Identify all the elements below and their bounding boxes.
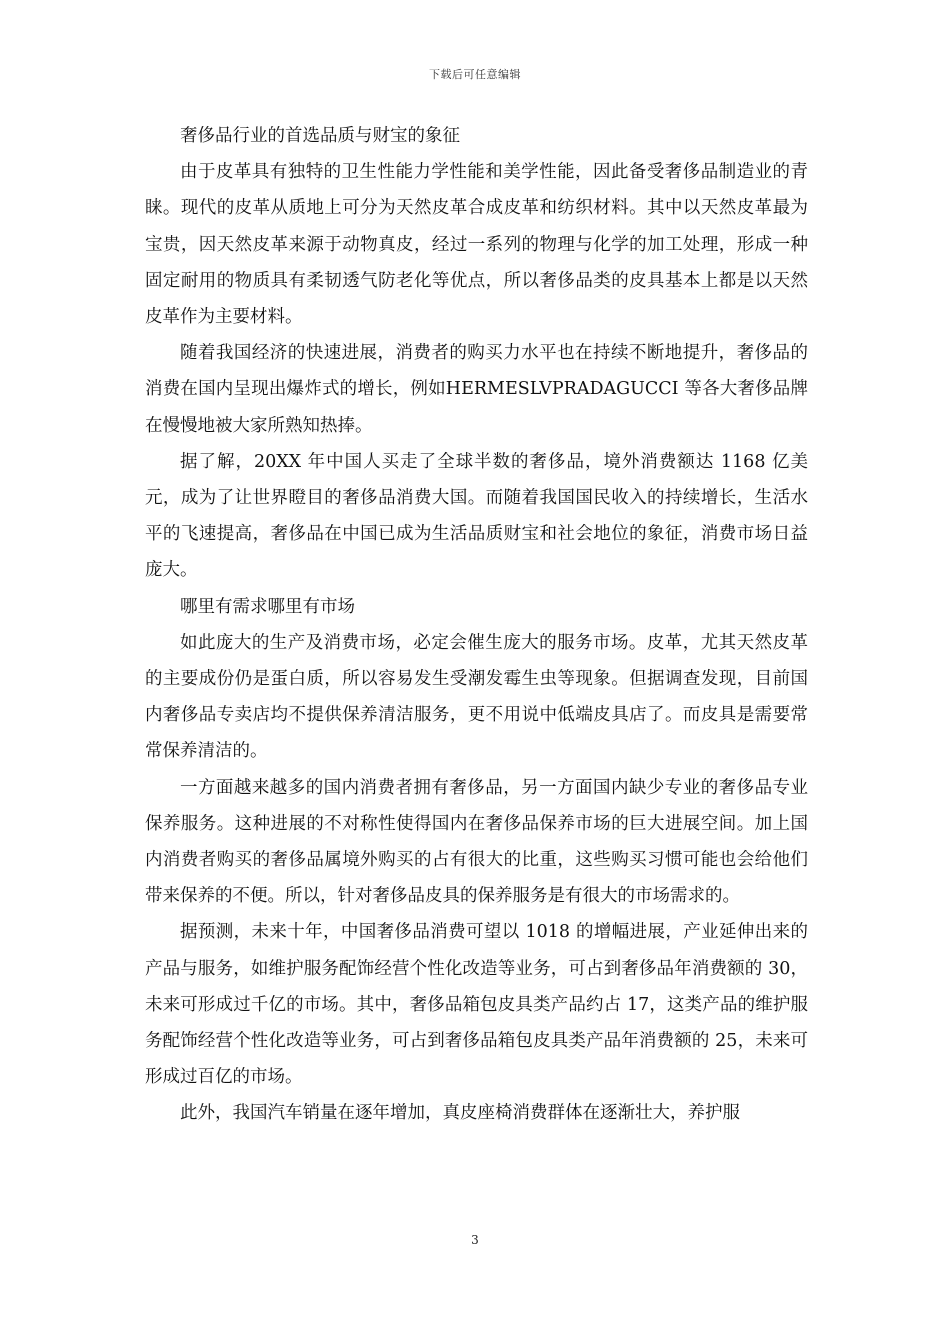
paragraph-leather-properties: 由于皮革具有独特的卫生性能力学性能和美学性能，因此备受奢侈品制造业的青睐。现代的皮革从质地上可分为天然皮革合成皮革和纺织材料。其中以天然皮革最为宝贵，因天然皮革来源于动物真皮，经过一系列的物理与化学的加工处理，形成一种固定耐用的物质具有柔韧透气防老化等优点，所以奢侈品类的皮具基本上都是以天然皮革作为主要材料。 [145,162,808,328]
page-number: 3 [471,1233,479,1247]
document-body [145,118,808,1132]
paragraph-consumption-growth: 随着我国经济的快速进展，消费者的购买力水平也在持续不断地提升，奢侈品的消费在国内呈现出爆炸式的增长，例如HERMESLVPRADAGUCCI 等各大奢侈品牌在慢慢地被大家所熟知热捧。 [145,343,808,436]
page-header: 下载后可任意编辑 [429,68,521,81]
section-heading-demand-market: 哪里有需求哪里有市场 [180,596,355,617]
section-heading-luxury-quality: 奢侈品行业的首选品质与财宝的象征 [180,126,460,146]
paragraph-service-market: 如此庞大的生产及消费市场，必定会催生庞大的服务市场。皮革，尤其天然皮革的主要成份仍是蛋白质，所以容易发生受潮发霉生虫等现象。但据调查发现，目前国内奢侈品专卖店均不提供保养清洁服务，更不用说中低端皮具店了。而皮具是需要常常保养清洁的。 [145,632,808,762]
paragraph-car-seats: 此外，我国汽车销量在逐年增加，真皮座椅消费群体在逐渐壮大，养护服 [180,1103,740,1124]
paragraph-maintenance-demand: 一方面越来越多的国内消费者拥有奢侈品，另一方面国内缺少专业的奢侈品专业保养服务。这种进展的不对称性使得国内在奢侈品保养市场的巨大进展空间。加上国内消费者购买的奢侈品属境外购买的占有很大的比重，这些购买习惯可能也会给他们带来保养的不便。所以，针对奢侈品皮具的保养服务是有很大的市场需求的。 [145,777,808,907]
paragraph-forecast: 据预测，未来十年，中国奢侈品消费可望以 1018 的增幅进展，产业延伸出来的产品与服务，如维护服务配饰经营个性化改造等业务，可占到奢侈品年消费额的 30，未来可形成过千亿的市场。其中，奢侈品箱包皮具类产品约占 17，这类产品的维护服务配饰经营个性化改造等业务，可占到奢侈品箱包皮具类产品年消费额的 25，未来可形成过百亿的市场。 [145,922,808,1088]
paragraph-market-size: 据了解，20XX 年中国人买走了全球半数的奢侈品，境外消费额达 1168 亿美元，成为了让世界瞪目的奢侈品消费大国。而随着我国国民收入的持续增长，生活水平的飞速提高，奢侈品在中国已成为生活品质财宝和社会地位的象征，消费市场日益庞大。 [145,451,808,581]
